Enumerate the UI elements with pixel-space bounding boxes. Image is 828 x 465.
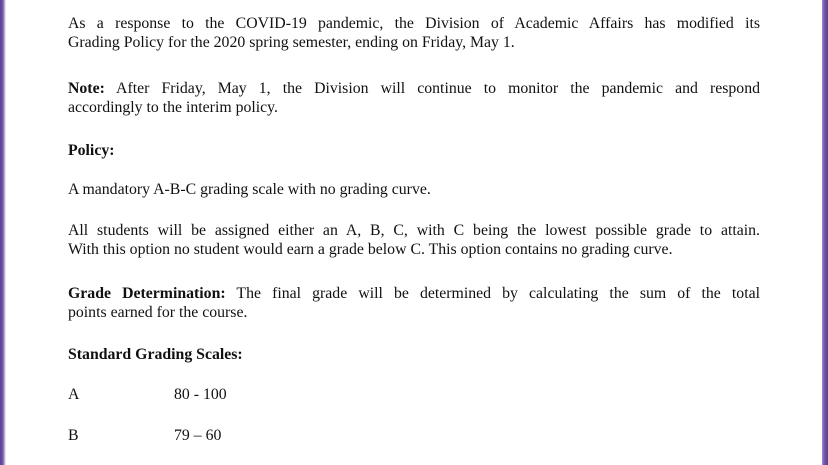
document-page [6, 0, 822, 465]
policy-heading: Policy: [68, 142, 115, 159]
scales-heading: Standard Grading Scales: [68, 346, 243, 363]
grade-determination-text-1: The final grade will be determined by calculating the sum of the total [225, 285, 760, 302]
grade-determination-label: Grade Determination: [68, 285, 226, 302]
note-text-1: After Friday, May 1, the Division will continue to monitor the pandemic and respond [104, 80, 760, 97]
scale-b-letter: B [68, 427, 79, 444]
scale-a-letter: A [68, 386, 80, 403]
intro-line-1: As a response to the COVID-19 pandemic, the Division of Academic Affairs has modified its [68, 15, 760, 32]
policy-text: A mandatory A-B-C grading scale with no grading curve. [68, 181, 431, 198]
grade-determination-line-1 [68, 284, 760, 303]
scale-b-range: 79 – 60 [174, 427, 222, 444]
students-line-1: All students will be assigned either an A, B, C, with C being the lowest possible grade to attain. [68, 222, 760, 239]
note-line-2: accordingly to the interim policy. [68, 99, 278, 116]
intro-line-2: Grading Policy for the 2020 spring semester, ending on Friday, May 1. [68, 34, 515, 51]
intro-paragraph [68, 14, 760, 52]
note-paragraph [68, 79, 760, 117]
note-label: Note: [68, 80, 105, 97]
scale-a-range: 80 - 100 [174, 386, 227, 403]
note-line-1 [68, 79, 760, 98]
grade-determination-line-2: points earned for the course. [68, 304, 248, 321]
students-paragraph [68, 221, 760, 259]
students-line-2: With this option no student would earn a grade below C. This option contains no grading curve. [68, 241, 673, 258]
grade-determination-paragraph [68, 284, 760, 322]
